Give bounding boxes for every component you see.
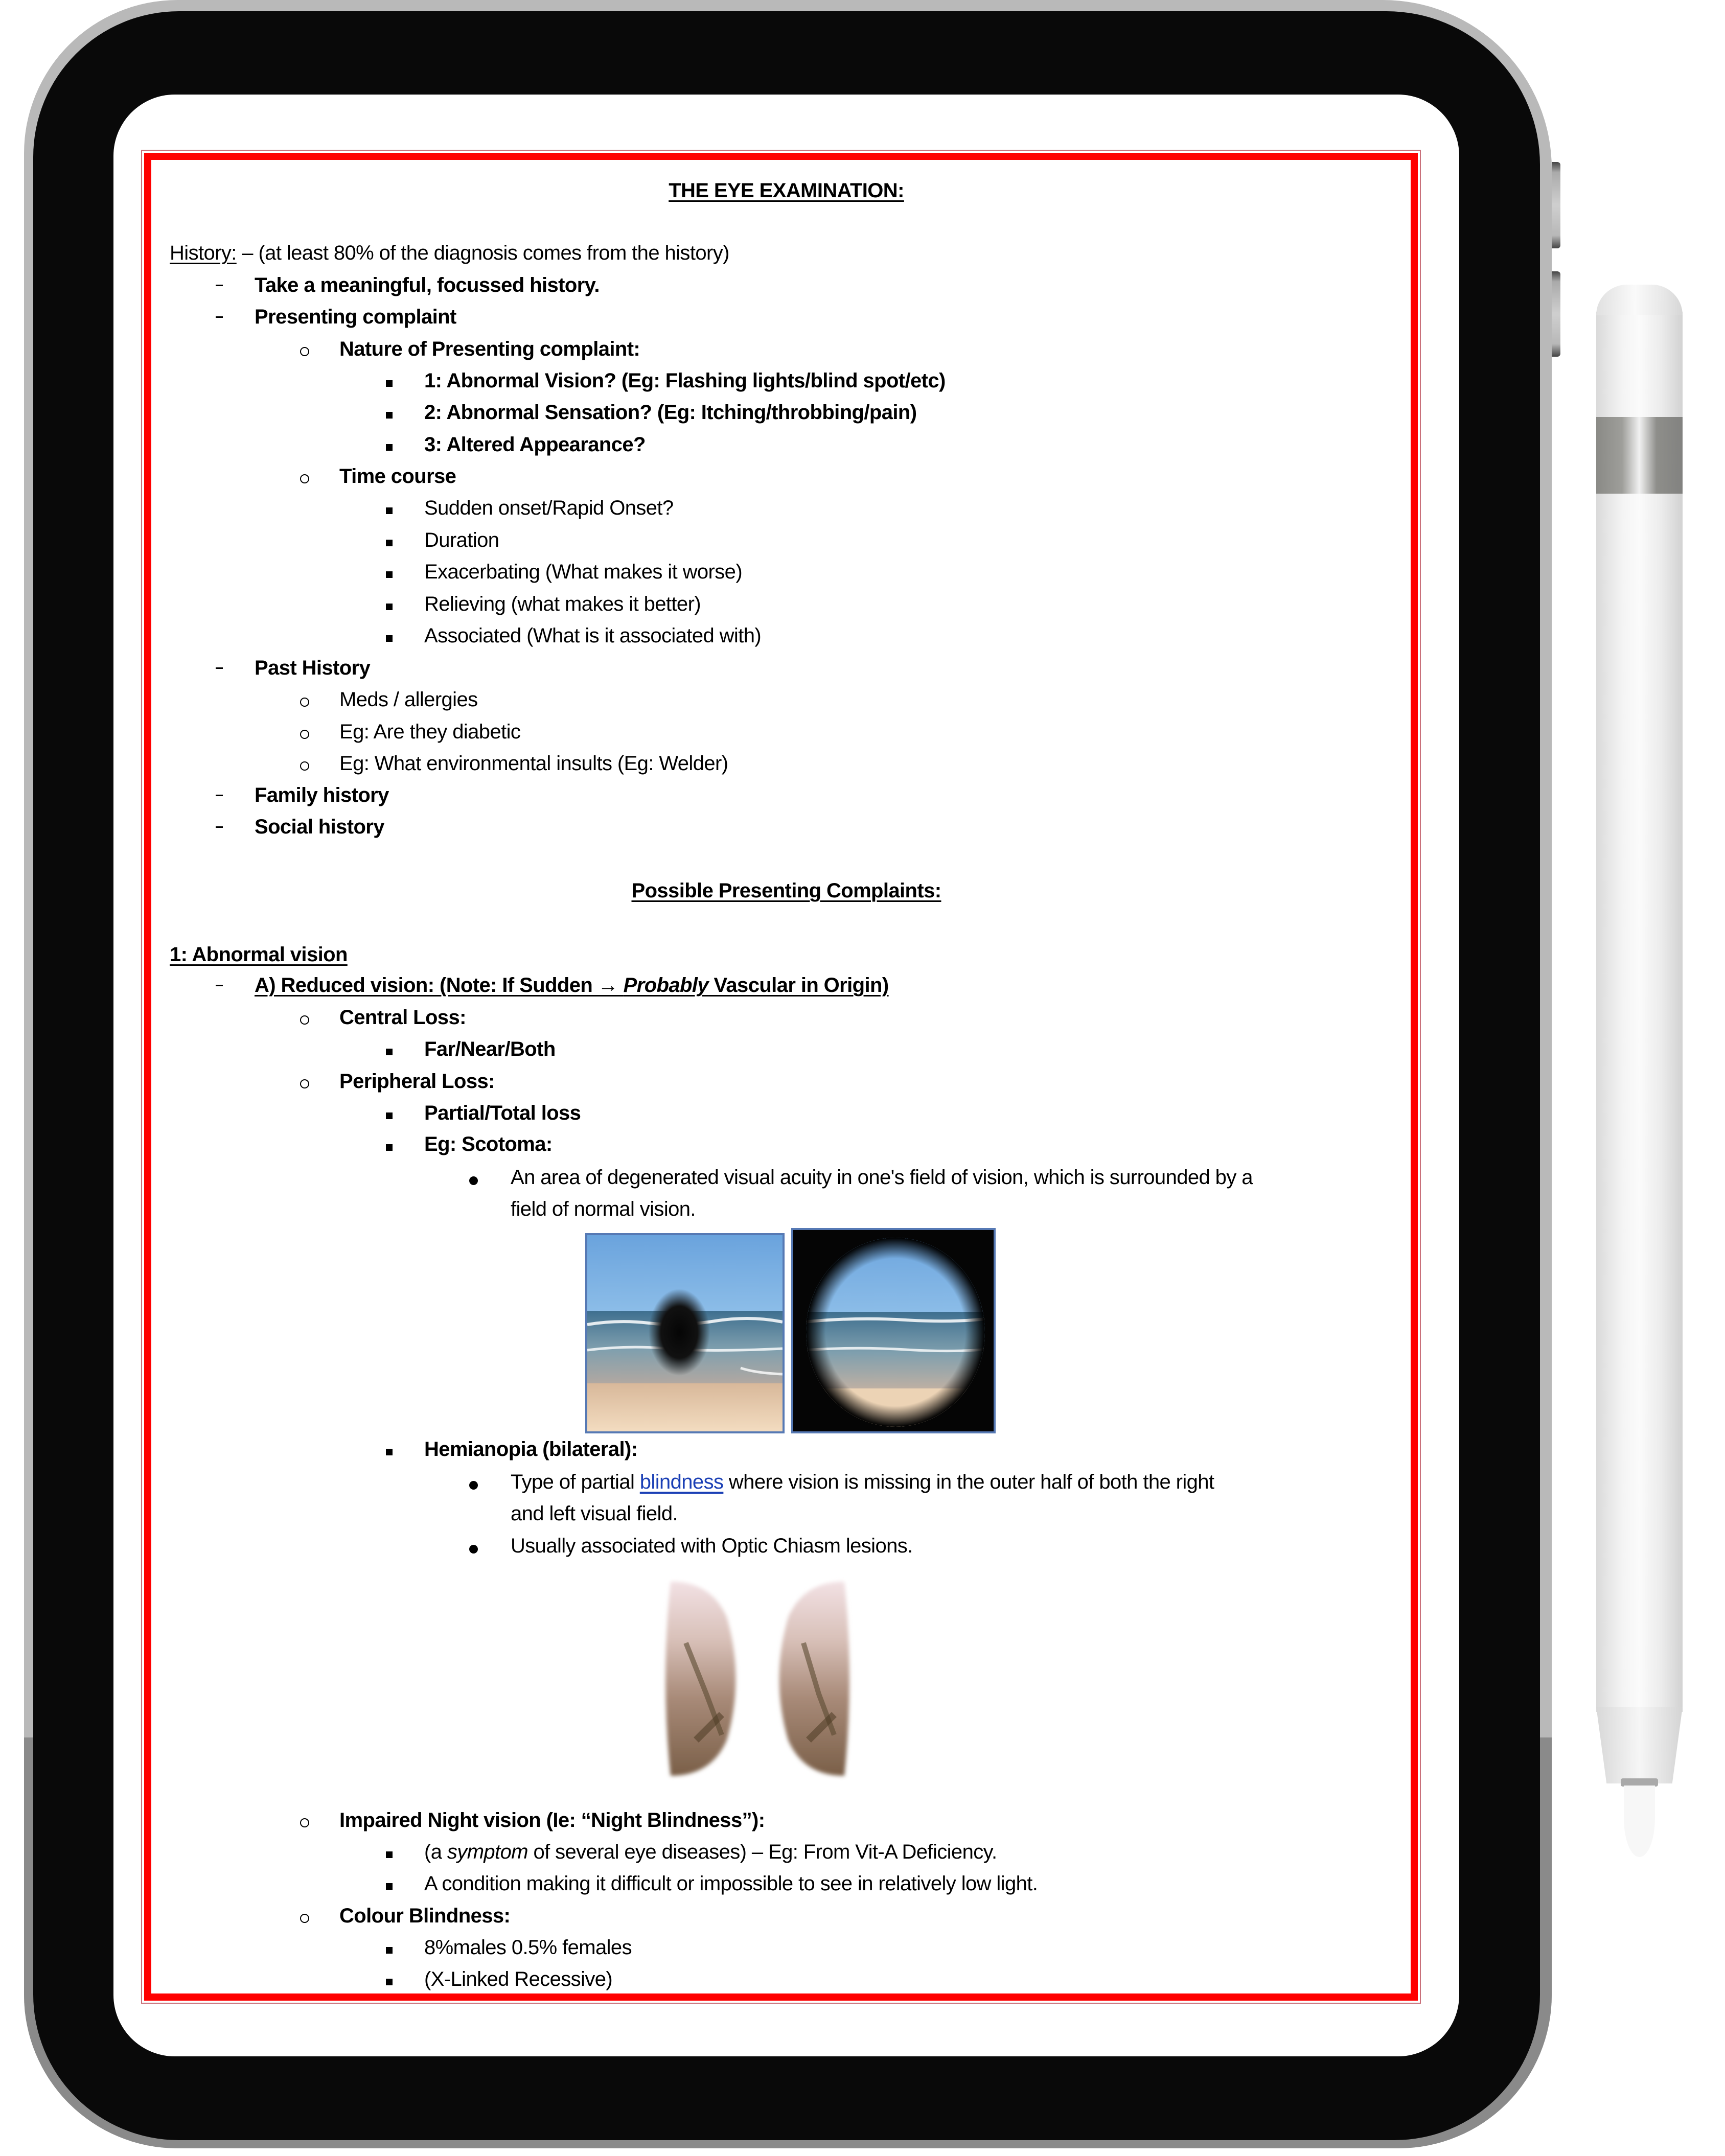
circle-bullet-icon <box>300 474 309 483</box>
document-title: THE EYE EXAMINATION: <box>669 179 904 202</box>
dash-bullet-icon <box>216 285 223 286</box>
list-item: Meds / allergies <box>339 688 478 711</box>
blindness-link[interactable]: blindness <box>639 1471 724 1493</box>
list-item: Peripheral Loss: <box>339 1070 495 1093</box>
pencil-taper <box>1596 1707 1683 1783</box>
square-bullet-icon <box>386 1112 393 1119</box>
list-item: Time course <box>339 465 456 488</box>
scotoma-beach-image <box>585 1233 785 1433</box>
square-bullet-icon <box>386 571 393 578</box>
reduced-vision-part-a: A) Reduced vision: (Note: If Sudden → <box>255 974 624 996</box>
list-item: Nature of Presenting complaint: <box>339 338 640 360</box>
square-bullet-icon <box>386 412 393 419</box>
list-item: Sudden onset/Rapid Onset? <box>424 497 674 519</box>
list-item: Eg: Scotoma: <box>424 1133 553 1155</box>
tunnel-vision-beach-image <box>791 1228 996 1433</box>
list-item: Partial/Total loss <box>424 1102 581 1124</box>
circle-bullet-icon <box>300 1079 309 1088</box>
list-item: Eg: What environmental insults (Eg: Welder) <box>339 752 728 775</box>
dot-bullet-icon <box>469 1176 478 1185</box>
square-bullet-icon <box>386 1979 393 1985</box>
hemianopia-desc-part-b: where vision is missing in the outer half of both the right <box>723 1471 1214 1493</box>
circle-bullet-icon <box>300 1818 309 1827</box>
reduced-vision-part-b: Vascular in Origin) <box>708 974 889 996</box>
list-item: Take a meaningful, focussed history. <box>255 274 600 296</box>
circle-bullet-icon <box>300 698 309 707</box>
list-item: Far/Near/Both <box>424 1038 556 1060</box>
square-bullet-icon <box>386 507 393 514</box>
circle-bullet-icon <box>300 347 309 356</box>
complaints-heading: Possible Presenting Complaints: <box>631 879 941 902</box>
list-item-continuation: field of normal vision. <box>511 1198 696 1220</box>
dot-bullet-icon <box>469 1481 478 1490</box>
list-item: 8%males 0.5% females <box>424 1936 632 1959</box>
history-row <box>170 237 729 269</box>
list-item: Central Loss: <box>339 1006 466 1029</box>
hemianopia-city-image <box>650 1571 865 1786</box>
night-item-emphasis: symptom <box>447 1841 528 1863</box>
square-bullet-icon <box>386 1883 393 1890</box>
list-item: Presenting complaint <box>255 306 456 328</box>
square-bullet-icon <box>386 604 393 610</box>
list-item: Exacerbating (What makes it worse) <box>424 561 743 583</box>
tablet-screen <box>113 95 1459 2056</box>
list-item: Eg: Are they diabetic <box>339 721 521 743</box>
night-vision-item-1 <box>424 1836 997 1868</box>
square-bullet-icon <box>386 1144 393 1151</box>
square-bullet-icon <box>386 1851 393 1858</box>
hemianopia-description-row <box>511 1466 1214 1498</box>
square-bullet-icon <box>386 1049 393 1055</box>
hemianopia-desc-part-a: Type of partial <box>511 1471 640 1493</box>
list-item: Duration <box>424 529 499 551</box>
dash-bullet-icon <box>216 985 223 986</box>
abnormal-vision-heading-row <box>170 939 348 970</box>
list-item-continuation: and left visual field. <box>511 1502 678 1525</box>
list-item: Usually associated with Optic Chiasm lesions. <box>511 1535 913 1557</box>
reduced-vision-emphasis: Probably <box>623 974 709 996</box>
list-item: Associated (What is it associated with) <box>424 624 762 647</box>
list-item: Hemianopia (bilateral): <box>424 1438 638 1460</box>
list-item: (X-Linked Recessive) <box>424 1968 613 1990</box>
list-item: Impaired Night vision (Ie: “Night Blindness”): <box>339 1809 765 1832</box>
dash-bullet-icon <box>216 795 223 796</box>
dash-bullet-icon <box>216 826 223 828</box>
list-item: Social history <box>255 816 384 838</box>
pencil-body <box>1596 312 1683 1712</box>
pencil-tip <box>1624 1786 1655 1857</box>
list-item: Colour Blindness: <box>339 1905 511 1927</box>
reduced-vision-text <box>255 974 889 996</box>
circle-bullet-icon <box>300 761 309 771</box>
dash-bullet-icon <box>216 667 223 669</box>
list-item: An area of degenerated visual acuity in one's field of vision, which is surrounded by a <box>511 1166 1253 1189</box>
list-item: 1: Abnormal Vision? (Eg: Flashing lights/blind spot/etc) <box>424 369 946 392</box>
document-title-row <box>113 175 1459 206</box>
volume-up-button[interactable] <box>1552 162 1560 248</box>
history-label: History: <box>170 242 237 264</box>
night-item-part-a: (a <box>424 1841 447 1863</box>
pencil-band <box>1596 417 1683 494</box>
circle-bullet-icon <box>300 1914 309 1923</box>
bitemporal-hemianopia-picture <box>650 1571 865 1786</box>
abnormal-vision-heading: 1: Abnormal vision <box>170 943 348 966</box>
history-note: – (at least 80% of the diagnosis comes from the history) <box>236 242 729 264</box>
square-bullet-icon <box>386 380 393 387</box>
beach-tunnel-vision-picture <box>793 1230 994 1431</box>
list-item: A condition making it difficult or impossible to see in relatively low light. <box>424 1872 1038 1895</box>
night-item-part-b: of several eye diseases) – Eg: From Vit-A Deficiency. <box>527 1841 997 1863</box>
list-item: Family history <box>255 784 389 806</box>
beach-scotoma-picture <box>587 1235 783 1431</box>
list-item: Past History <box>255 657 371 679</box>
list-item: Relieving (what makes it better) <box>424 593 701 615</box>
dot-bullet-icon <box>469 1545 478 1554</box>
list-item: 3: Altered Appearance? <box>424 433 646 456</box>
reduced-vision-row <box>255 969 889 1001</box>
circle-bullet-icon <box>300 1015 309 1025</box>
square-bullet-icon <box>386 635 393 642</box>
square-bullet-icon <box>386 540 393 546</box>
list-item: 2: Abnormal Sensation? (Eg: Itching/throbbing/pain) <box>424 401 917 424</box>
pencil-cap <box>1596 285 1683 315</box>
square-bullet-icon <box>386 1947 393 1954</box>
dash-bullet-icon <box>216 316 223 318</box>
square-bullet-icon <box>386 444 393 451</box>
volume-down-button[interactable] <box>1552 271 1560 357</box>
circle-bullet-icon <box>300 730 309 739</box>
complaints-heading-row <box>113 875 1459 907</box>
square-bullet-icon <box>386 1449 393 1455</box>
